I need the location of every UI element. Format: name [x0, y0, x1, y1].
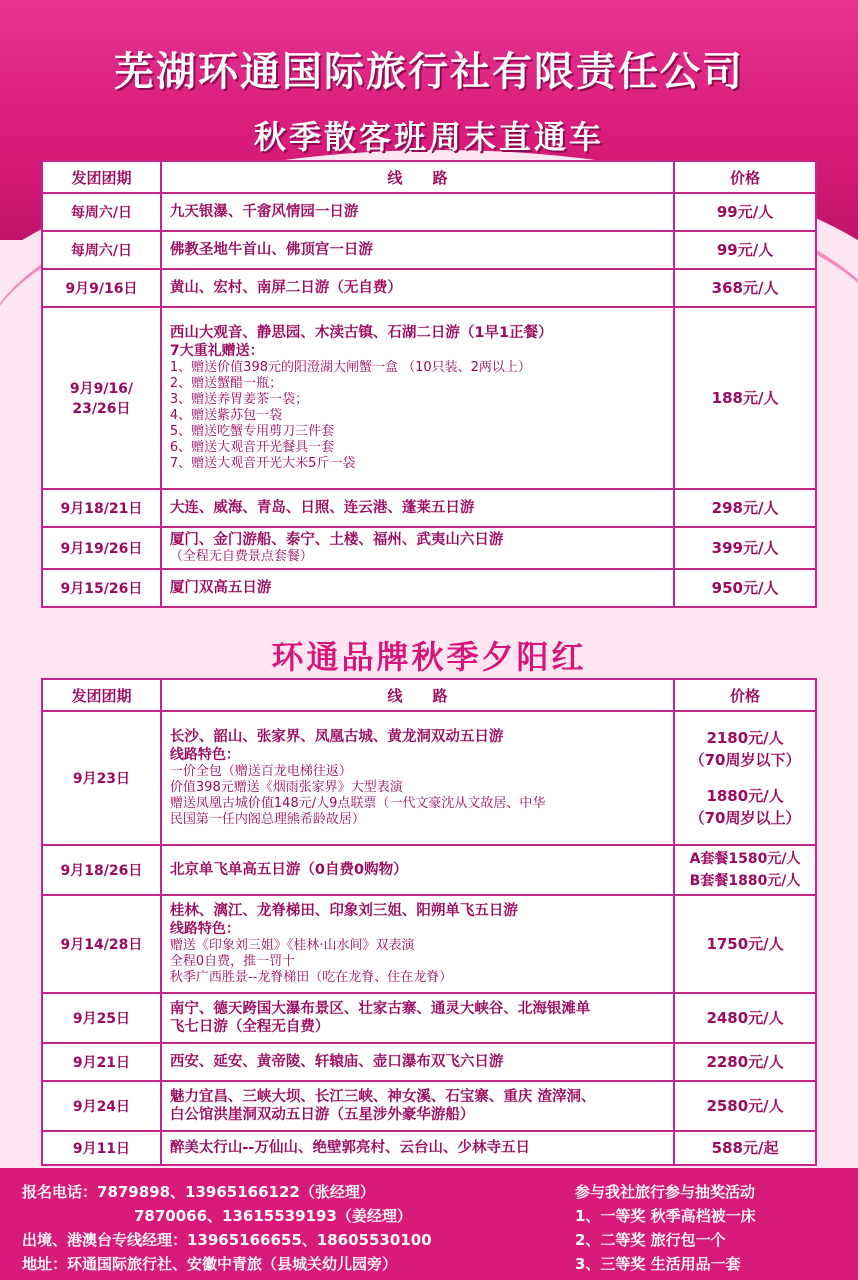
header-price: 价格	[674, 161, 816, 193]
row-price: A套餐1580元/人 B套餐1880元/人	[674, 845, 816, 895]
table-row	[42, 527, 816, 569]
row-price: 99元/人	[674, 193, 816, 231]
row-price: 588元/起	[674, 1131, 816, 1165]
row-detail: 秋季广西胜景--龙脊梯田（吃在龙脊、住在龙脊）	[169, 970, 453, 985]
header-date: 发团团期	[42, 161, 161, 193]
header-date: 发团团期	[42, 679, 161, 711]
table-row	[42, 489, 816, 527]
row-detail: 5、赠送吃蟹专用剪刀三件套	[169, 424, 335, 439]
row-detail: 4、赠送紫苏包一袋	[169, 408, 283, 423]
section2-title: 环通品牌秋季夕阳红	[271, 638, 587, 676]
row-date: 9月24日	[42, 1081, 161, 1131]
row-note: （全程无自费景点套餐）	[169, 549, 313, 564]
lottery-title: 参与我社旅行参与抽奖活动	[575, 1183, 756, 1201]
row-detail: 全程0自费，推一罚十	[169, 954, 296, 969]
row-route: 佛教圣地牛首山、佛顶宫一日游	[169, 242, 373, 258]
row-route: 魅力宜昌、三峡大坝、长江三峡、神女溪、石宝寨、重庆 渣滓洞、	[169, 1089, 596, 1105]
row-price: 950元/人	[674, 569, 816, 607]
table-row	[42, 269, 816, 307]
lottery-info	[575, 1180, 756, 1276]
row-route: 西山大观音、静思园、木渎古镇、石湖二日游（1早1正餐）	[169, 325, 553, 341]
row-route: 厦门双高五日游	[169, 580, 272, 596]
row-date: 每周六/日	[42, 193, 161, 231]
row-route: 九天银瀑、千畲风情园一日游	[169, 204, 359, 220]
row-route: 醉美太行山--万仙山、绝壁郭亮村、云台山、少林寺五日	[169, 1140, 530, 1156]
header-route: 线 路	[161, 161, 674, 193]
prize-2: 2、二等奖 旅行包一个	[575, 1231, 726, 1249]
row-price: 368元/人	[674, 269, 816, 307]
row-date: 9月19/26日	[42, 527, 161, 569]
row-date: 9月15/26日	[42, 569, 161, 607]
contact-info	[22, 1180, 432, 1276]
row-detail: 赠送《印象刘三姐》《桂林·山水间》双表演	[169, 938, 415, 953]
row-detail: 价值398元赠送《烟雨张家界》大型表演	[169, 780, 403, 795]
row-date: 9月14/28日	[42, 895, 161, 993]
prize-3: 3、三等奖 生活用品一套	[575, 1255, 741, 1273]
table-row	[42, 307, 816, 489]
row-route: 桂林、漓江、龙脊梯田、印象刘三姐、阳朔单飞五日游	[169, 903, 518, 919]
row-detail: 1、赠送价值398元的阳澄湖大闸蟹一盒 （10只装、2两以上）	[169, 360, 531, 375]
row-date: 9月9/16日	[42, 269, 161, 307]
outbound-manager-line: 出境、港澳台专线经理：13965166655、18605530100	[22, 1231, 432, 1249]
row-price: 2180元/人 （70周岁以下） 1880元/人 （70周岁以上）	[674, 711, 816, 845]
row-detail: 3、赠送养胃姜茶一袋；	[169, 392, 309, 407]
row-detail: 赠送凤凰古城价值148元/人9点联票（一代文豪沈从文故居、中华	[169, 796, 546, 811]
row-route-cont: 白公馆洪崖洞双动五日游（五星涉外豪华游船）	[169, 1107, 475, 1123]
row-date: 9月11日	[42, 1131, 161, 1165]
row-detail: 民国第一任内阁总理熊希龄故居）	[169, 812, 365, 827]
row-route: 厦门、金门游船、泰宁、土楼、福州、武夷山六日游	[169, 532, 504, 548]
row-date: 9月18/26日	[42, 845, 161, 895]
address-line: 地址：环通国际旅行社、安徽中青旅（县城关幼儿园旁）	[22, 1255, 398, 1273]
table-row	[42, 895, 816, 993]
table-row	[42, 1131, 816, 1165]
row-price: 2480元/人	[674, 993, 816, 1043]
row-price: 188元/人	[674, 307, 816, 489]
table-row	[42, 231, 816, 269]
row-route-cont: 飞七日游（全程无自费）	[169, 1019, 330, 1035]
senior-schedule-table	[41, 678, 817, 1166]
phone-line-1: 报名电话：7879898、13965166122（张经理）	[22, 1183, 375, 1201]
table-header-row	[42, 679, 816, 711]
row-price: 2580元/人	[674, 1081, 816, 1131]
weekend-schedule-table	[41, 160, 817, 608]
row-price: 2280元/人	[674, 1043, 816, 1081]
row-route: 大连、威海、青岛、日照、连云港、蓬莱五日游	[169, 500, 475, 516]
table-row	[42, 711, 816, 845]
row-date: 9月21日	[42, 1043, 161, 1081]
section1-title: 秋季散客班周末直通车	[253, 118, 604, 156]
row-route: 长沙、韶山、张家界、凤凰古城、黄龙洞双动五日游	[169, 729, 504, 745]
row-subheading: 线路特色：	[169, 921, 240, 937]
header-route: 线 路	[161, 679, 674, 711]
table-row	[42, 845, 816, 895]
table-row	[42, 1081, 816, 1131]
header-price: 价格	[674, 679, 816, 711]
prize-1: 1、一等奖 秋季高档被一床	[575, 1207, 756, 1225]
company-name: 芜湖环通国际旅行社有限责任公司	[114, 49, 744, 95]
row-price: 99元/人	[674, 231, 816, 269]
row-date: 9月18/21日	[42, 489, 161, 527]
table-row	[42, 993, 816, 1043]
row-price: 399元/人	[674, 527, 816, 569]
phone-line-2: 7870066、13615539193（姜经理）	[134, 1207, 412, 1225]
row-subheading: 7大重礼赠送：	[169, 343, 264, 359]
row-date: 每周六/日	[42, 231, 161, 269]
row-route: 西安、延安、黄帝陵、轩辕庙、壶口瀑布双飞六日游	[169, 1054, 504, 1070]
table-row	[42, 569, 816, 607]
row-price: 1750元/人	[674, 895, 816, 993]
row-detail: 6、赠送大观音开光餐具一套	[169, 440, 335, 455]
row-subheading: 线路特色：	[169, 747, 240, 763]
row-date: 9月23日	[42, 711, 161, 845]
row-detail: 2、赠送蟹醋一瓶；	[169, 376, 283, 391]
row-date: 9月9/16/ 23/26日	[42, 307, 161, 489]
row-route: 黄山、宏村、南屏二日游（无自费）	[169, 280, 402, 296]
table-header-row	[42, 161, 816, 193]
table-row	[42, 193, 816, 231]
row-detail: 7、赠送大观音开光大米5斤一袋	[169, 456, 356, 471]
row-date: 9月25日	[42, 993, 161, 1043]
table-row	[42, 1043, 816, 1081]
row-price: 298元/人	[674, 489, 816, 527]
row-route: 南宁、德天跨国大瀑布景区、壮家古寨、通灵大峡谷、北海银滩单	[169, 1001, 591, 1017]
row-route: 北京单飞单高五日游（0自费0购物）	[169, 862, 408, 878]
footer-banner	[0, 1168, 858, 1280]
row-detail: 一价全包（赠送百龙电梯往返）	[169, 764, 352, 779]
